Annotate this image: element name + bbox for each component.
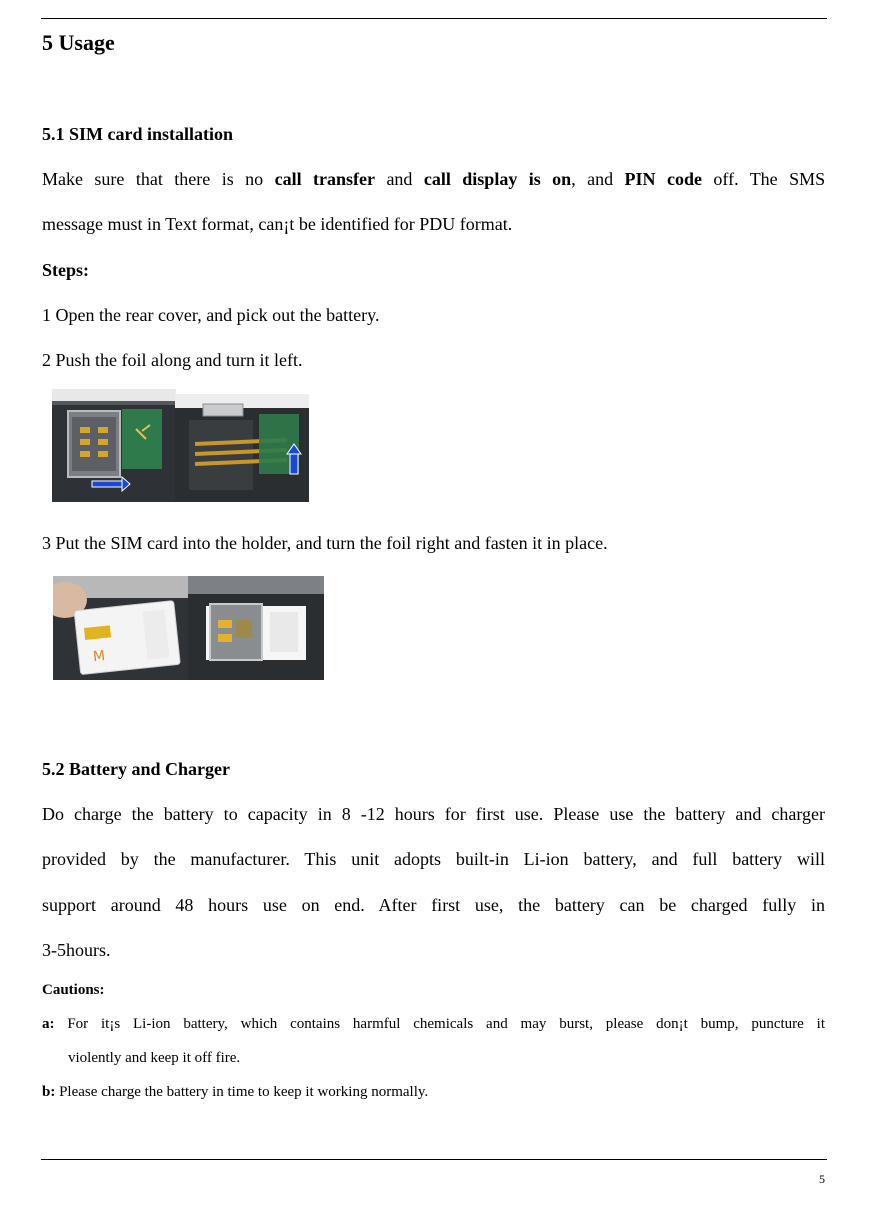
sim-heading: 5.1 SIM card installation [42, 124, 234, 144]
battery-heading: 5.2 Battery and Charger [42, 759, 230, 779]
sim-insert-photo [53, 576, 189, 680]
footer-rule [41, 1159, 827, 1160]
caution-b: b: Please charge the battery in time to keep it working normally. [42, 1084, 429, 1100]
header-rule [41, 18, 827, 19]
sim-paragraph-line1: Make sure that there is no call transfer and call display is on, and PIN code off. The SMS [42, 169, 826, 189]
sim-paragraph-line2: message must in Text format, can¡t be identified for PDU format. [42, 214, 513, 234]
sim-holder-photo-open [175, 394, 309, 502]
battery-paragraph-line2: provided by the manufacturer. This unit adopts built-in Li-ion battery, and full battery will [42, 849, 825, 869]
step-3: 3 Put the SIM card into the holder, and turn the foil right and fasten it in place. [42, 533, 608, 553]
step-1: 1 Open the rear cover, and pick out the battery. [42, 305, 380, 325]
steps-label: Steps: [42, 260, 90, 280]
page-number: 5 [819, 1172, 825, 1186]
sim-holder-photo-closed [52, 389, 176, 502]
battery-paragraph-line1: Do charge the battery to capacity in 8 -12 hours for first use. Please use the battery and charger [42, 804, 825, 824]
section-title: 5 Usage [42, 30, 115, 55]
cautions-label: Cautions: [42, 982, 105, 998]
battery-paragraph-line3: support around 48 hours use on end. After first use, the battery can be charged fully in [42, 895, 825, 915]
caution-a-line1: a: For it¡s Li-ion battery, which contains harmful chemicals and may burst, please don¡t bump, puncture it [42, 1016, 826, 1032]
caution-a-line2: violently and keep it off fire. [68, 1050, 241, 1066]
battery-paragraph-line4: 3-5hours. [42, 940, 111, 960]
step-2: 2 Push the foil along and turn it left. [42, 350, 303, 370]
sim-fastened-photo [188, 576, 324, 680]
svg-text:M: M [92, 648, 106, 666]
